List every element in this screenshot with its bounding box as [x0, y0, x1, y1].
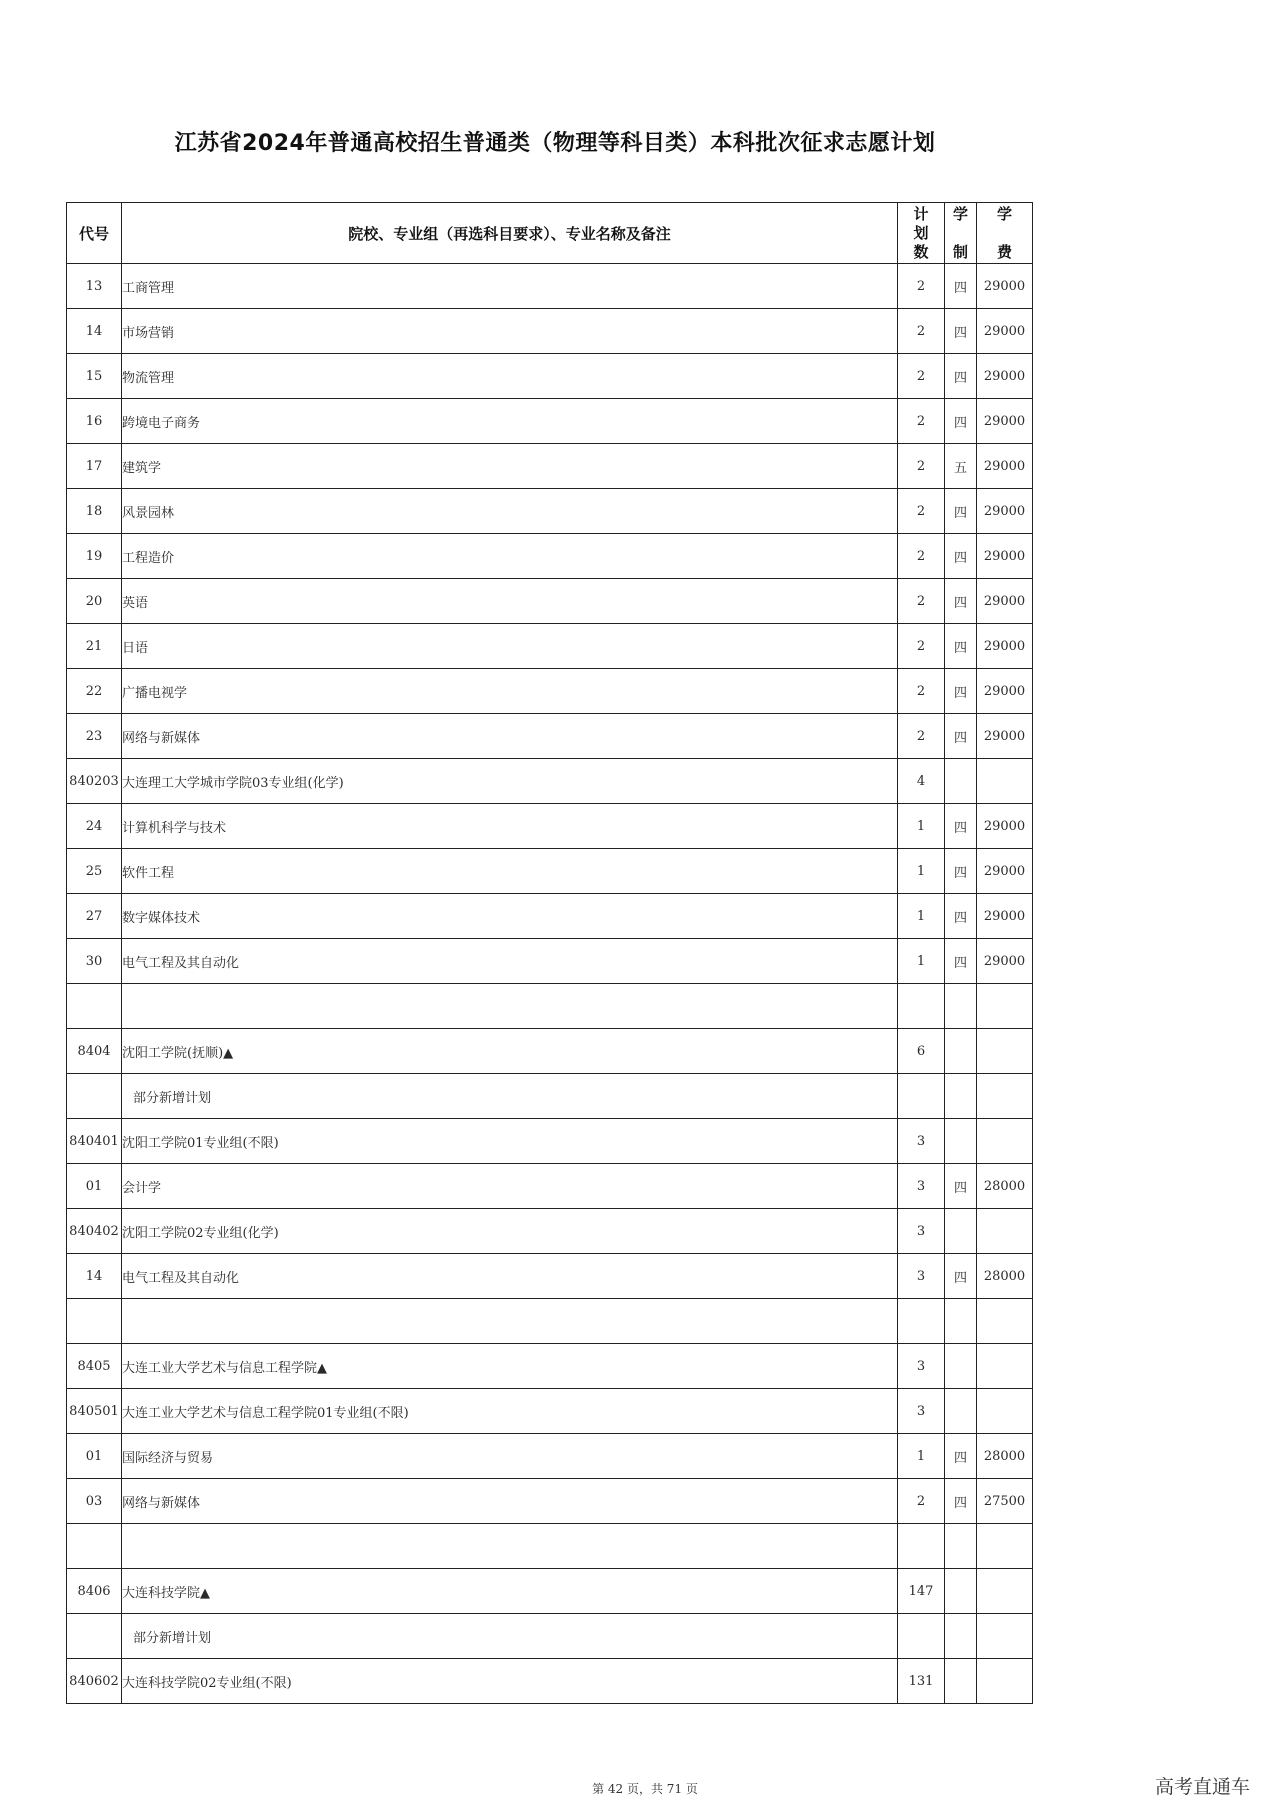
years-cell: [945, 1524, 977, 1569]
table-row: [67, 1569, 1033, 1614]
name-cell: 工商管理: [122, 264, 898, 309]
count-cell: 2: [898, 489, 945, 534]
fee-cell: 29000: [977, 939, 1033, 984]
code-cell: [67, 1524, 122, 1569]
table-header-row: [67, 203, 1033, 264]
years-cell: 四: [945, 354, 977, 399]
code-cell: 01: [67, 1434, 122, 1479]
name-cell: 工程造价: [122, 534, 898, 579]
header-count-char: 数: [913, 243, 929, 261]
count-cell: 1: [898, 939, 945, 984]
fee-cell: [977, 1524, 1033, 1569]
code-cell: 03: [67, 1479, 122, 1524]
years-cell: 四: [945, 894, 977, 939]
count-cell: 2: [898, 444, 945, 489]
table-row: [67, 1074, 1033, 1119]
code-cell: 8404: [67, 1029, 122, 1074]
name-cell: 大连科技学院▲: [122, 1569, 898, 1614]
fee-cell: 29000: [977, 579, 1033, 624]
name-cell: 广播电视学: [122, 669, 898, 714]
table-row: [67, 714, 1033, 759]
table-row: [67, 1614, 1033, 1659]
code-cell: 8405: [67, 1344, 122, 1389]
count-cell: 1: [898, 1434, 945, 1479]
fee-cell: [977, 1119, 1033, 1164]
fee-cell: [977, 1074, 1033, 1119]
count-cell: 2: [898, 669, 945, 714]
fee-cell: 29000: [977, 534, 1033, 579]
name-cell: [122, 984, 898, 1029]
fee-cell: 27500: [977, 1479, 1033, 1524]
count-cell: 1: [898, 804, 945, 849]
years-cell: 四: [945, 1164, 977, 1209]
code-cell: 14: [67, 309, 122, 354]
years-cell: [945, 1614, 977, 1659]
count-cell: 3: [898, 1344, 945, 1389]
code-cell: 8406: [67, 1569, 122, 1614]
table-row: [67, 894, 1033, 939]
fee-cell: [977, 759, 1033, 804]
name-cell: 网络与新媒体: [122, 1479, 898, 1524]
count-cell: 2: [898, 1479, 945, 1524]
name-cell: [122, 1524, 898, 1569]
table-row: [67, 1029, 1033, 1074]
count-cell: [898, 1524, 945, 1569]
table-row: [67, 1659, 1033, 1704]
code-cell: 15: [67, 354, 122, 399]
count-cell: 2: [898, 534, 945, 579]
name-cell: 风景园林: [122, 489, 898, 534]
name-cell: 国际经济与贸易: [122, 1434, 898, 1479]
count-cell: 2: [898, 354, 945, 399]
name-cell: 网络与新媒体: [122, 714, 898, 759]
code-cell: 25: [67, 849, 122, 894]
table-row: [67, 1524, 1033, 1569]
code-cell: 840401: [67, 1119, 122, 1164]
table-row: [67, 1389, 1033, 1434]
name-cell: 部分新增计划: [122, 1614, 898, 1659]
fee-cell: [977, 1344, 1033, 1389]
years-cell: 四: [945, 669, 977, 714]
table-row: [67, 1209, 1033, 1254]
table-row: [67, 669, 1033, 714]
code-cell: 16: [67, 399, 122, 444]
table-row: [67, 534, 1033, 579]
name-cell: 大连理工大学城市学院03专业组(化学): [122, 759, 898, 804]
fee-cell: 29000: [977, 849, 1033, 894]
plan-table: [66, 202, 1033, 1704]
count-cell: 2: [898, 399, 945, 444]
name-cell: 英语: [122, 579, 898, 624]
fee-cell: [977, 1659, 1033, 1704]
code-cell: [67, 1614, 122, 1659]
years-cell: [945, 759, 977, 804]
fee-cell: 29000: [977, 714, 1033, 759]
years-cell: 四: [945, 399, 977, 444]
count-cell: 6: [898, 1029, 945, 1074]
count-cell: 131: [898, 1659, 945, 1704]
table-body: [67, 264, 1033, 1704]
fee-cell: 29000: [977, 399, 1033, 444]
count-cell: 3: [898, 1389, 945, 1434]
name-cell: 跨境电子商务: [122, 399, 898, 444]
years-cell: [945, 1209, 977, 1254]
name-cell: 市场营销: [122, 309, 898, 354]
years-cell: 四: [945, 579, 977, 624]
table-row: [67, 939, 1033, 984]
years-cell: 四: [945, 714, 977, 759]
years-cell: [945, 1569, 977, 1614]
header-fee-char: 费: [996, 243, 1012, 261]
code-cell: 21: [67, 624, 122, 669]
table-row: [67, 1344, 1033, 1389]
code-cell: 23: [67, 714, 122, 759]
page-number: 第 42 页，共 71 页: [592, 1782, 698, 1796]
years-cell: [945, 1344, 977, 1389]
name-cell: 数字媒体技术: [122, 894, 898, 939]
table-row: [67, 309, 1033, 354]
fee-cell: 29000: [977, 309, 1033, 354]
code-cell: 840602: [67, 1659, 122, 1704]
table-row: [67, 489, 1033, 534]
count-cell: [898, 1074, 945, 1119]
count-cell: 1: [898, 894, 945, 939]
name-cell: [122, 1299, 898, 1344]
name-cell: 建筑学: [122, 444, 898, 489]
count-cell: 2: [898, 624, 945, 669]
years-cell: [945, 1029, 977, 1074]
name-cell: 部分新增计划: [122, 1074, 898, 1119]
fee-cell: 28000: [977, 1254, 1033, 1299]
header-fee-char: 学: [996, 205, 1012, 223]
table-row: [67, 759, 1033, 804]
code-cell: 18: [67, 489, 122, 534]
name-cell: 会计学: [122, 1164, 898, 1209]
table-row: [67, 1254, 1033, 1299]
code-cell: 840501: [67, 1389, 122, 1434]
years-cell: 四: [945, 1434, 977, 1479]
name-cell: 日语: [122, 624, 898, 669]
count-cell: 4: [898, 759, 945, 804]
years-cell: [945, 1659, 977, 1704]
table-row: [67, 624, 1033, 669]
count-cell: 3: [898, 1209, 945, 1254]
header-years-char: 学: [952, 205, 968, 223]
header-fee: [977, 203, 1033, 264]
count-cell: 2: [898, 714, 945, 759]
count-cell: [898, 1299, 945, 1344]
code-cell: 01: [67, 1164, 122, 1209]
code-cell: [67, 1074, 122, 1119]
header-count: [898, 203, 945, 264]
count-cell: 3: [898, 1254, 945, 1299]
years-cell: 四: [945, 489, 977, 534]
fee-cell: 29000: [977, 444, 1033, 489]
name-cell: 电气工程及其自动化: [122, 939, 898, 984]
name-cell: 电气工程及其自动化: [122, 1254, 898, 1299]
count-cell: 2: [898, 264, 945, 309]
years-cell: 四: [945, 849, 977, 894]
fee-cell: [977, 1569, 1033, 1614]
fee-cell: 29000: [977, 804, 1033, 849]
years-cell: 四: [945, 939, 977, 984]
code-cell: 27: [67, 894, 122, 939]
name-cell: 大连工业大学艺术与信息工程学院▲: [122, 1344, 898, 1389]
years-cell: 四: [945, 264, 977, 309]
fee-cell: [977, 984, 1033, 1029]
header-years: [945, 203, 977, 264]
years-cell: 四: [945, 309, 977, 354]
years-cell: [945, 1299, 977, 1344]
watermark: 高考直通车: [1154, 1776, 1250, 1798]
years-cell: [945, 984, 977, 1029]
code-cell: 840402: [67, 1209, 122, 1254]
code-cell: 840203: [67, 759, 122, 804]
years-cell: [945, 1074, 977, 1119]
table-row: [67, 804, 1033, 849]
header-code: 代号: [67, 203, 122, 264]
code-cell: 30: [67, 939, 122, 984]
table-row: [67, 444, 1033, 489]
count-cell: 3: [898, 1119, 945, 1164]
years-cell: [945, 1389, 977, 1434]
fee-cell: 29000: [977, 354, 1033, 399]
name-cell: 大连工业大学艺术与信息工程学院01专业组(不限): [122, 1389, 898, 1434]
table-row: [67, 849, 1033, 894]
table-row: [67, 1434, 1033, 1479]
years-cell: [945, 1119, 977, 1164]
code-cell: 13: [67, 264, 122, 309]
years-cell: 四: [945, 1479, 977, 1524]
name-cell: 沈阳工学院(抚顺)▲: [122, 1029, 898, 1074]
fee-cell: 29000: [977, 624, 1033, 669]
code-cell: 24: [67, 804, 122, 849]
fee-cell: [977, 1029, 1033, 1074]
table-row: [67, 399, 1033, 444]
years-cell: 五: [945, 444, 977, 489]
code-cell: [67, 1299, 122, 1344]
name-cell: 大连科技学院02专业组(不限): [122, 1659, 898, 1704]
header-years-char: 制: [952, 243, 968, 261]
years-cell: 四: [945, 534, 977, 579]
fee-cell: 29000: [977, 669, 1033, 714]
fee-cell: [977, 1614, 1033, 1659]
table-row: [67, 1164, 1033, 1209]
table-row: [67, 354, 1033, 399]
count-cell: 147: [898, 1569, 945, 1614]
count-cell: [898, 984, 945, 1029]
code-cell: [67, 984, 122, 1029]
table-row: [67, 1299, 1033, 1344]
header-count-char: 划: [913, 224, 929, 242]
table-row: [67, 264, 1033, 309]
years-cell: 四: [945, 1254, 977, 1299]
name-cell: 物流管理: [122, 354, 898, 399]
table-row: [67, 1119, 1033, 1164]
years-cell: 四: [945, 624, 977, 669]
fee-cell: 29000: [977, 264, 1033, 309]
page-title: 江苏省2024年普通高校招生普通类（物理等科目类）本科批次征求志愿计划: [174, 131, 936, 156]
fee-cell: 28000: [977, 1164, 1033, 1209]
count-cell: 2: [898, 309, 945, 354]
name-cell: 沈阳工学院02专业组(化学): [122, 1209, 898, 1254]
count-cell: 3: [898, 1164, 945, 1209]
name-cell: 软件工程: [122, 849, 898, 894]
table-row: [67, 579, 1033, 624]
code-cell: 17: [67, 444, 122, 489]
header-count-char: 计: [913, 205, 929, 223]
fee-cell: [977, 1299, 1033, 1344]
code-cell: 20: [67, 579, 122, 624]
code-cell: 14: [67, 1254, 122, 1299]
fee-cell: 29000: [977, 894, 1033, 939]
years-cell: 四: [945, 804, 977, 849]
code-cell: 19: [67, 534, 122, 579]
count-cell: 1: [898, 849, 945, 894]
fee-cell: [977, 1209, 1033, 1254]
table-row: [67, 984, 1033, 1029]
count-cell: 2: [898, 579, 945, 624]
name-cell: 沈阳工学院01专业组(不限): [122, 1119, 898, 1164]
code-cell: 22: [67, 669, 122, 714]
fee-cell: [977, 1389, 1033, 1434]
fee-cell: 29000: [977, 489, 1033, 534]
header-name: 院校、专业组（再选科目要求）、专业名称及备注: [122, 203, 898, 264]
count-cell: [898, 1614, 945, 1659]
fee-cell: 28000: [977, 1434, 1033, 1479]
name-cell: 计算机科学与技术: [122, 804, 898, 849]
table-row: [67, 1479, 1033, 1524]
